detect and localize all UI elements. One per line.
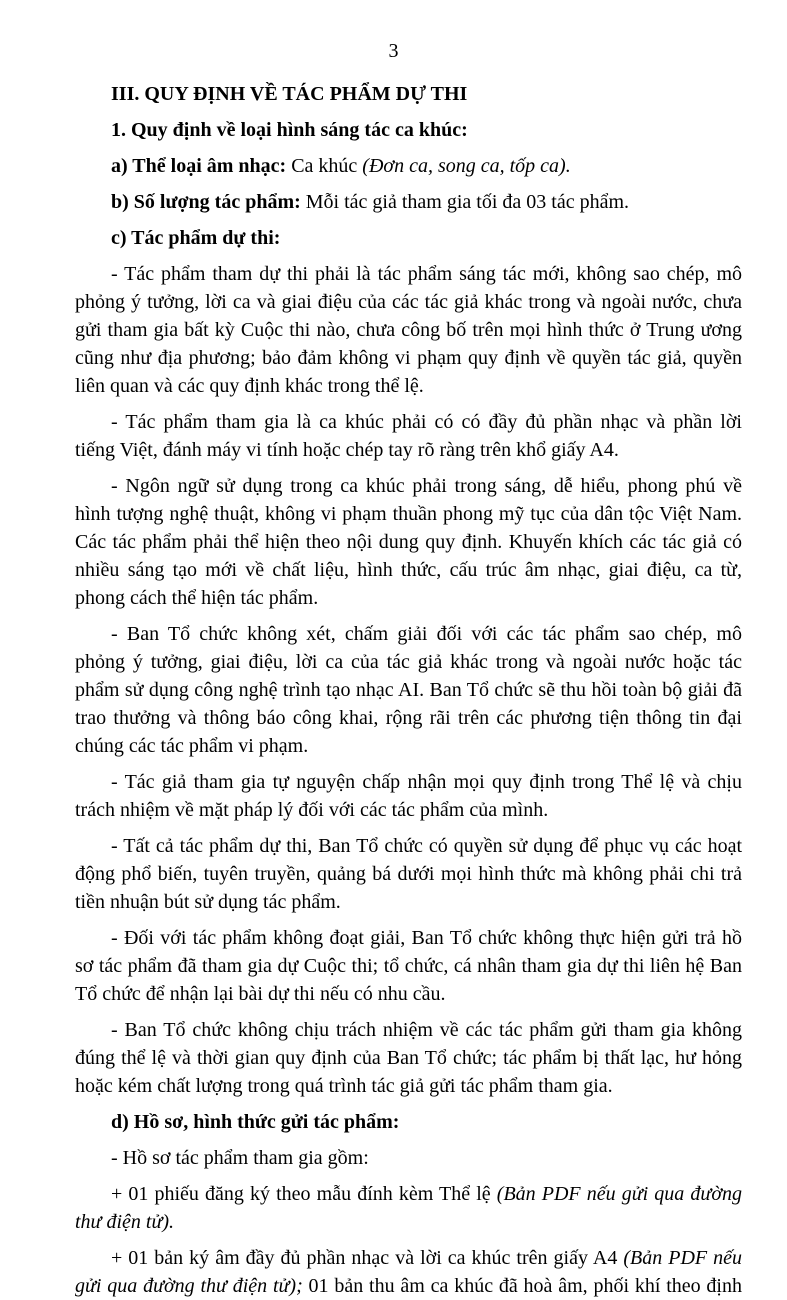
paragraph-line: đúng thể lệ và thời gian quy định của Ban Tổ chức; tác phẩm bị thất lạc, hư hỏng <box>75 1047 742 1069</box>
item-d-2-text: 01 bản thu âm ca khúc đã hoà âm, phối khí theo định <box>302 1275 742 1297</box>
paragraph <box>75 1016 742 1100</box>
item-a-label: a) Thể loại âm nhạc: <box>111 155 287 177</box>
paragraph <box>75 260 742 400</box>
item-a <box>111 152 742 180</box>
item-d-2 <box>75 1244 742 1300</box>
paragraph-line: tiền nhuận bút sử dụng tác phẩm. <box>75 891 341 913</box>
item-a-text: Ca khúc <box>286 155 363 177</box>
paragraph-line: - Tác phẩm tham dự thi phải là tác phẩm sáng tác mới, không sao chép, mô <box>111 263 742 285</box>
paragraph-line: phỏng ý tưởng, lời ca và giai điệu của các tác giả khác trong và ngoài nước, chưa <box>75 291 742 313</box>
item-d-intro: - Hồ sơ tác phẩm tham gia gồm: <box>111 1147 369 1169</box>
sub-heading-1: 1. Quy định về loại hình sáng tác ca khúc: <box>111 119 468 141</box>
item-d-2-line <box>111 1244 742 1272</box>
item-d-1 <box>75 1180 742 1236</box>
paragraph-line: tiếng Việt, đánh máy vi tính hoặc chép tay rõ ràng trên khổ giấy A4. <box>75 439 619 461</box>
item-d-1-line <box>75 1208 742 1236</box>
paragraph-line: cũng như địa phương; bảo đảm không vi phạm quy định về quyền tác giả, quyền <box>75 347 742 369</box>
item-c-label: c) Tác phẩm dự thi: <box>111 227 281 249</box>
item-b-text: Mỗi tác giả tham gia tối đa 03 tác phẩm. <box>300 191 630 213</box>
paragraph-line: phong cách thể hiện tác phẩm. <box>75 587 319 609</box>
paragraph-line: gửi tham gia bất kỳ Cuộc thi nào, chưa công bố trên mọi hình thức ở Trung ương <box>75 319 742 341</box>
item-d-1-italic: (Bản PDF nếu gửi qua đường <box>496 1183 742 1205</box>
paragraph <box>75 924 742 1008</box>
paragraph-line: - Tác phẩm tham gia là ca khúc phải có có đầy đủ phần nhạc và phần lời <box>111 411 742 433</box>
paragraph-line: - Đối với tác phẩm không đoạt giải, Ban Tổ chức không thực hiện gửi trả hồ <box>111 927 742 949</box>
paragraph-line: hình tượng nghệ thuật, không vi phạm thuần phong mỹ tục của dân tộc Việt Nam. <box>75 503 742 525</box>
item-b <box>111 188 742 216</box>
item-d-2-text: + 01 bản ký âm đầy đủ phần nhạc và lời ca khúc trên giấy A4 <box>111 1247 624 1269</box>
item-d-label: d) Hồ sơ, hình thức gửi tác phẩm: <box>111 1111 400 1133</box>
item-d-1-line <box>111 1180 742 1208</box>
paragraph-line: - Tất cả tác phẩm dự thi, Ban Tổ chức có quyền sử dụng để phục vụ các hoạt <box>111 835 742 857</box>
item-b-label: b) Số lượng tác phẩm: <box>111 191 301 213</box>
paragraph-line: trách nhiệm về mặt pháp lý đối với các tác phẩm của mình. <box>75 799 549 821</box>
paragraph-line: Các tác phẩm phải thể hiện theo nội dung quy định. Khuyến khích các tác giả có <box>75 531 742 553</box>
paragraph-line: - Tác giả tham gia tự nguyện chấp nhận mọi quy định trong Thể lệ và chịu <box>111 771 742 793</box>
item-d-1-italic: thư điện tử). <box>75 1211 175 1233</box>
paragraph <box>75 620 742 760</box>
paragraph <box>75 472 742 612</box>
item-d-1-text: + 01 phiếu đăng ký theo mẫu đính kèm Thể lệ <box>111 1183 497 1205</box>
paragraph <box>75 832 742 916</box>
item-d-2-line <box>75 1272 742 1300</box>
item-a-italic: (Đơn ca, song ca, tốp ca). <box>362 155 571 177</box>
paragraph-line: động phổ biến, tuyên truyền, quảng bá dưới mọi hình thức mà không phải chi trả <box>75 863 742 885</box>
item-d-2-italic: (Bản PDF nếu <box>623 1247 742 1269</box>
item-d-2-italic: gửi qua đường thư điện tử); <box>75 1275 303 1297</box>
paragraph-line: Tổ chức để nhận lại bài dự thi nếu có nhu cầu. <box>75 983 446 1005</box>
paragraph <box>75 768 742 824</box>
page-number: 3 <box>388 40 399 62</box>
document-body <box>75 80 742 1300</box>
paragraph-line: - Ngôn ngữ sử dụng trong ca khúc phải trong sáng, dễ hiểu, phong phú về <box>111 475 742 497</box>
paragraph <box>75 408 742 464</box>
paragraph-line: phỏng ý tưởng, giai điệu, lời ca của tác giả khác trong và ngoài nước hoặc tác <box>75 651 742 673</box>
paragraph-line: liên quan và các quy định khác trong thể lệ. <box>75 375 424 397</box>
paragraph-line: sơ tác phẩm đã tham gia dự Cuộc thi; tổ chức, cá nhân tham gia dự thi liên hệ Ban <box>75 955 742 977</box>
paragraph-line: chúng các tác phẩm vi phạm. <box>75 735 309 757</box>
paragraph-line: hoặc kém chất lượng trong quá trình tác giả gửi tác phẩm tham gia. <box>75 1075 613 1097</box>
paragraph-line: trao thưởng và thông báo công khai, rộng rãi trên các phương tiện thông tin đại <box>75 707 742 729</box>
paragraph-line: - Ban Tổ chức không chịu trách nhiệm về các tác phẩm gửi tham gia không <box>111 1019 742 1041</box>
paragraph-line: phẩm sử dụng công nghệ trình tạo nhạc AI. Ban Tổ chức sẽ thu hồi toàn bộ giải đã <box>75 679 742 701</box>
paragraph-list <box>75 260 742 1100</box>
paragraph-line: nhiều sáng tạo mới về chất liệu, hình thức, cấu trúc âm nhạc, giai điệu, ca từ, <box>75 559 742 581</box>
paragraph-line: - Ban Tổ chức không xét, chấm giải đối với các tác phẩm sao chép, mô <box>111 623 742 645</box>
section-title: III. QUY ĐỊNH VỀ TÁC PHẨM DỰ THI <box>111 83 468 105</box>
